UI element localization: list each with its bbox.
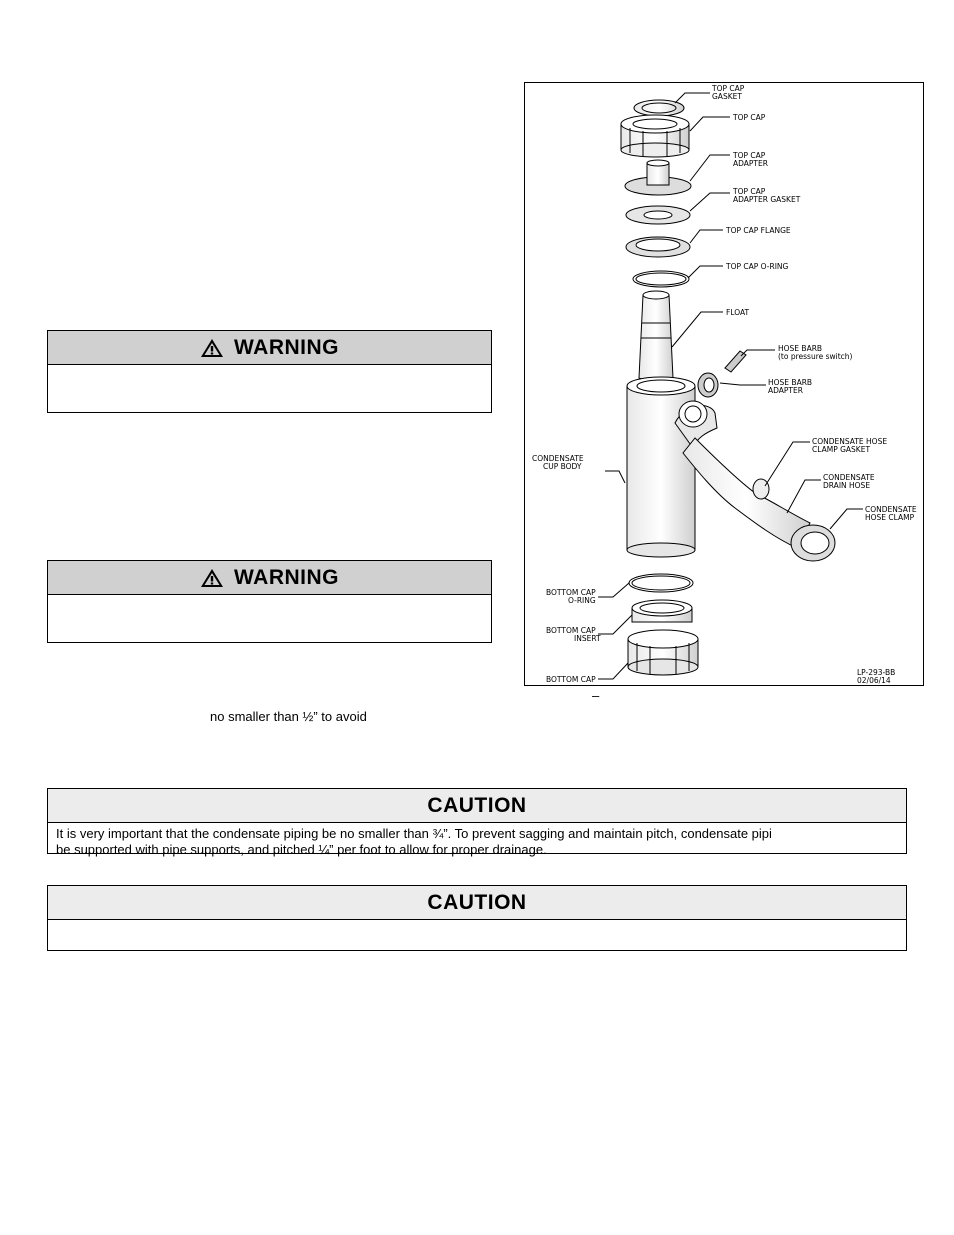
caution-box-1 bbox=[47, 788, 907, 857]
warning-header bbox=[48, 331, 491, 365]
label-top-cap-flange: TOP CAP FLANGE bbox=[726, 226, 791, 235]
label-bottom-cap-insert: BOTTOM CAP INSERT bbox=[546, 626, 601, 643]
caption-dash: – bbox=[592, 688, 600, 703]
caution-body bbox=[48, 823, 906, 861]
label-top-cap-oring: TOP CAP O-RING bbox=[726, 262, 789, 271]
label-top-cap-adapter: TOP CAP ADAPTER bbox=[733, 151, 768, 168]
label-bottom-cap-oring: BOTTOM CAP O-RING bbox=[546, 588, 596, 605]
warning-box-2 bbox=[47, 560, 492, 643]
warning-triangle-icon bbox=[200, 568, 224, 588]
label-clamp-gasket: CONDENSATE HOSE CLAMP GASKET bbox=[812, 437, 888, 454]
label-top-cap-gasket: TOP CAP GASKET bbox=[712, 84, 745, 101]
pipe-size-text: no smaller than ½” to avoid bbox=[210, 709, 367, 724]
label-float: FLOAT bbox=[726, 308, 750, 317]
warning-title: WARNING bbox=[234, 335, 339, 359]
warning-body bbox=[48, 595, 491, 601]
caution-line: be supported with pipe supports, and pitched ¼” per foot to allow for proper drainage. bbox=[56, 842, 547, 857]
warning-body bbox=[48, 365, 491, 371]
caution-header: CAUTION bbox=[48, 886, 906, 920]
warning-title: WARNING bbox=[234, 565, 339, 589]
label-bottom-cap: BOTTOM CAP bbox=[546, 675, 596, 684]
label-hose-barb: HOSE BARB (to pressure switch) bbox=[778, 344, 853, 361]
label-cup-body: CONDENSATE CUP BODY bbox=[532, 454, 584, 471]
warning-header bbox=[48, 561, 491, 595]
figure-code: LP-293-BB 02/06/14 bbox=[857, 668, 896, 685]
caution-box-2 bbox=[47, 885, 907, 951]
label-drain-hose: CONDENSATE DRAIN HOSE bbox=[823, 473, 875, 490]
warning-triangle-icon bbox=[200, 338, 224, 358]
float-part bbox=[639, 295, 673, 383]
caution-line: It is very important that the condensate piping be no smaller than ¾”. To prevent sagging and maintain pitch, condensate pipi bbox=[56, 826, 772, 841]
caution-header: CAUTION bbox=[48, 789, 906, 823]
drain-hose-part bbox=[683, 438, 810, 548]
label-hose-clamp: CONDENSATE HOSE CLAMP bbox=[865, 505, 917, 522]
label-top-cap-adapter-gasket: TOP CAP ADAPTER GASKET bbox=[733, 187, 801, 204]
exploded-view-drawing bbox=[525, 83, 923, 685]
warning-box-1 bbox=[47, 330, 492, 413]
caution-body bbox=[48, 920, 906, 926]
label-hose-barb-adapter: HOSE BARB ADAPTER bbox=[768, 378, 813, 395]
condensate-trap-figure bbox=[524, 82, 924, 686]
label-top-cap: TOP CAP bbox=[733, 113, 766, 122]
bottom-cap-oring-part bbox=[629, 574, 693, 592]
